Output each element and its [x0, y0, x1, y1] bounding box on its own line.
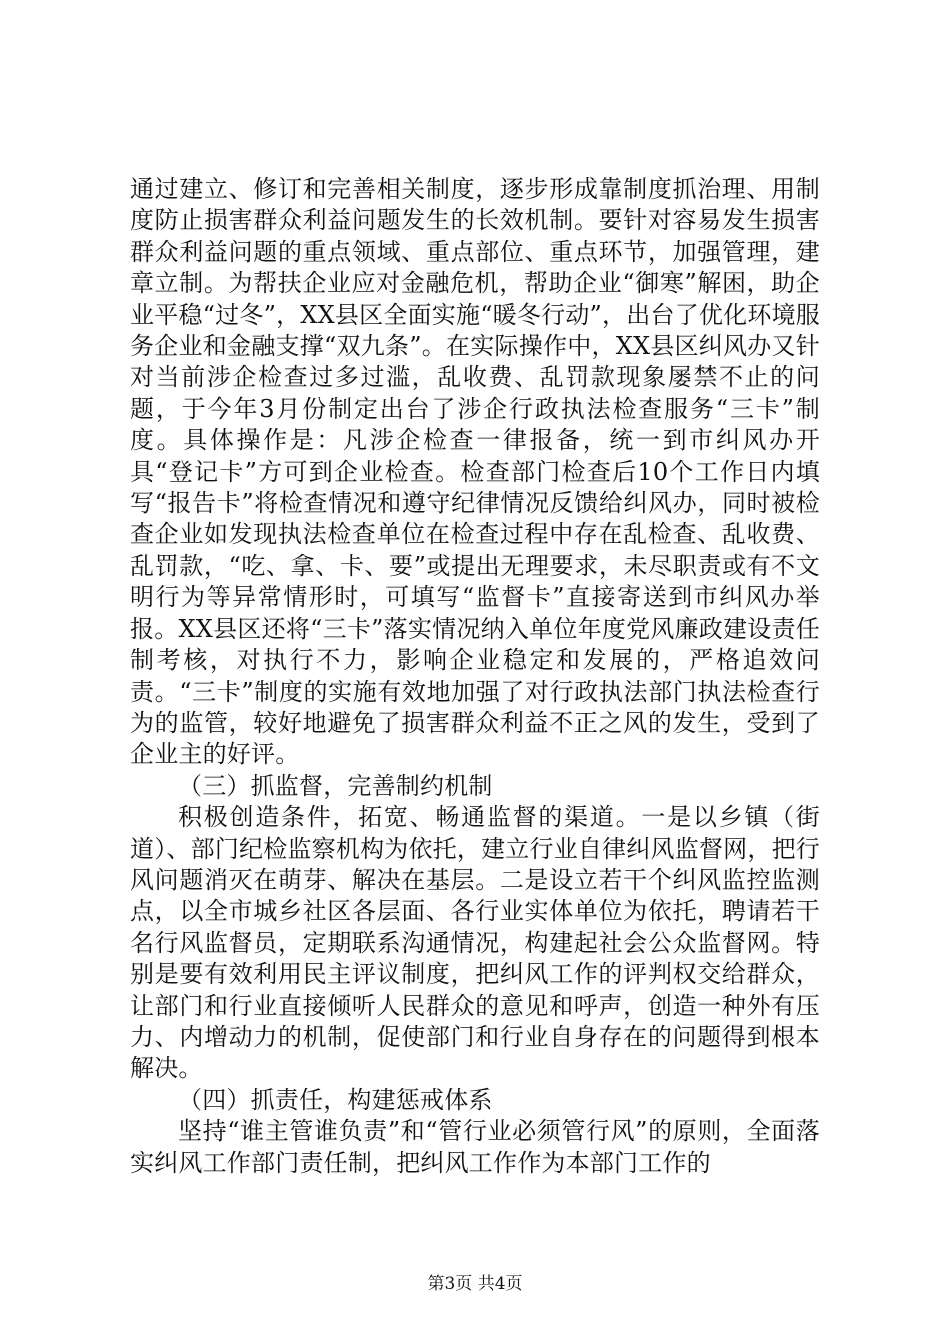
section-heading-3: （三）抓监督，完善制约机制	[178, 771, 493, 800]
section-heading-4: （四）抓责任，构建惩戒体系	[178, 1085, 493, 1114]
document-body	[130, 174, 820, 1179]
paragraph-responsibility: 坚持“谁主管谁负责”和“管行业必须管行风”的原则，全面落实纠风工作部门责任制，把纠风工作作为本部门工作的	[130, 1117, 820, 1177]
paragraph-supervision: 积极创造条件，拓宽、畅通监督的渠道。一是以乡镇（街道）、部门纪检监察机构为依托，建立行业自律纠风监督网，把行风问题消灭在萌芽、解决在基层。二是设立若干个纠风监控监测点，以全市城乡社区各层面、各行业实体单位为依托，聘请若干名行风监督员，定期联系沟通情况，构建起社会公众监督网。特别是要有效利用民主评议制度，把纠风工作的评判权交给群众，让部门和行业直接倾听人民群众的意见和呼声，创造一种外有压力、内增动力的机制，促使部门和行业自身存在的问题得到根本解决。	[130, 803, 820, 1083]
paragraph-continuation: 通过建立、修订和完善相关制度，逐步形成靠制度抓治理、用制度防止损害群众利益问题发生的长效机制。要针对容易发生损害群众利益问题的重点领域、重点部位、重点环节，加强管理，建章立制。为帮扶企业应对金融危机，帮助企业“御寒”解困，助企业平稳“过冬”，XX县区全面实施“暖冬行动”，出台了优化环境服务企业和金融支撑“双九条”。在实际操作中，XX县区纠风办又针对当前涉企检查过多过滥，乱收费、乱罚款现象屡禁不止的问题，于今年3月份制定出台了涉企行政执法检查服务“三卡”制度。具体操作是：凡涉企检查一律报备，统一到市纠风办开具“登记卡”方可到企业检查。检查部门检查后10个工作日内填写“报告卡”将检查情况和遵守纪律情况反馈给纠风办，同时被检查企业如发现执法检查单位在检查过程中存在乱检查、乱收费、乱罚款，“吃、拿、卡、要”或提出无理要求，未尽职责或有不文明行为等异常情形时，可填写“监督卡”直接寄送到市纠风办举报。XX县区还将“三卡”落实情况纳入单位年度党风廉政建设责任制考核，对执行不力，影响企业稳定和发展的，严格追效问责。“三卡”制度的实施有效地加强了对行政执法部门执法检查行为的监管，较好地避免了损害群众利益不正之风的发生，受到了企业主的好评。	[130, 175, 820, 769]
page-footer: 第3页 共4页	[427, 1274, 523, 1294]
